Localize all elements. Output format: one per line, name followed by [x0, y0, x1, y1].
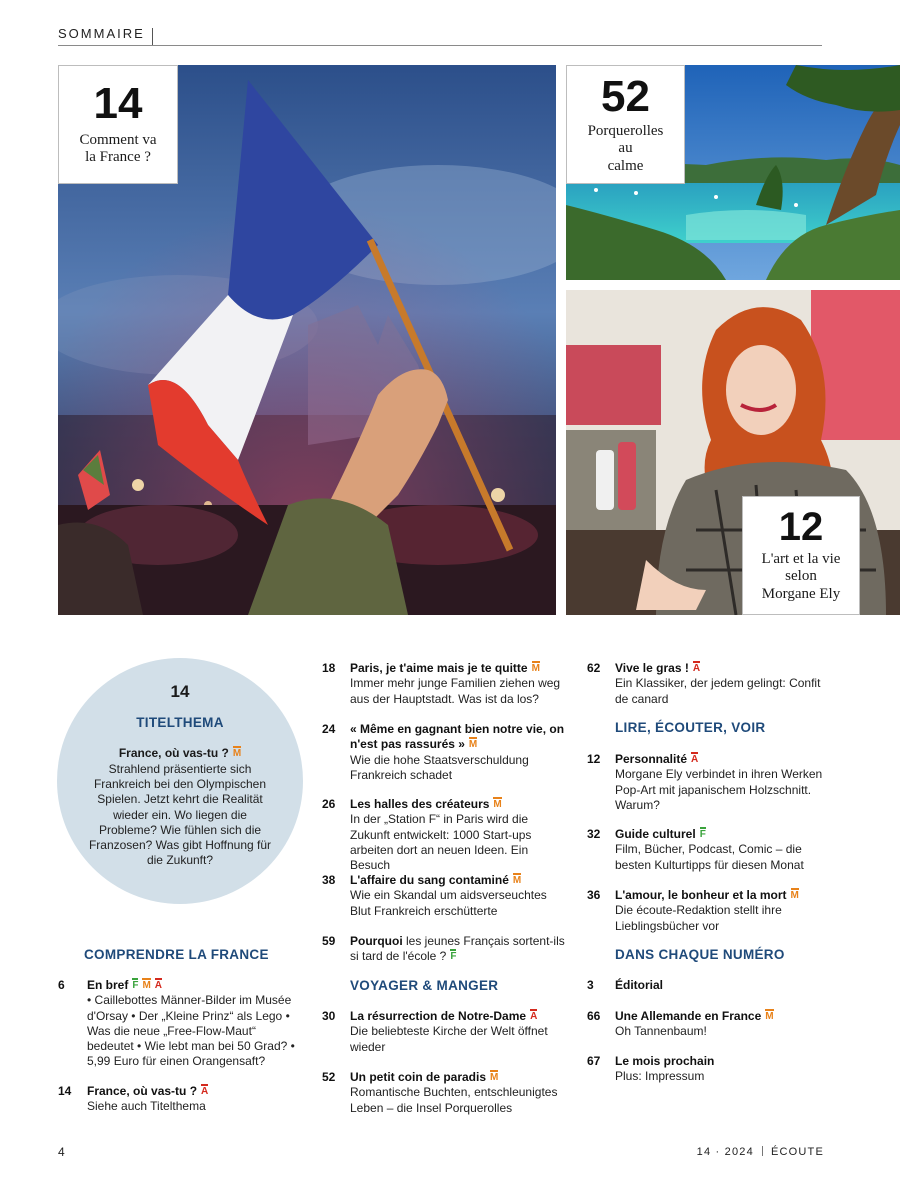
- section-heading-voyager: VOYAGER & MANGER: [350, 978, 499, 993]
- entry-page: 14: [58, 1084, 72, 1098]
- entry-title: Le mois prochain: [615, 1054, 715, 1068]
- issue-number: 14 · 2024: [696, 1146, 754, 1158]
- entry-title-rest: les jeunes Français sortent-ils si tard de l'école ?: [350, 934, 565, 964]
- entry-page: 30: [322, 1009, 336, 1023]
- level-badge-f: F: [450, 951, 457, 963]
- entry-title: Vive le gras !: [615, 661, 689, 675]
- level-badge-a: A: [691, 754, 699, 765]
- entry-page: 67: [587, 1054, 601, 1068]
- entry-page: 32: [587, 827, 601, 841]
- section-label: SOMMAIRE: [58, 26, 145, 41]
- entry-page: 3: [587, 978, 594, 992]
- level-badge-a: A: [154, 980, 163, 991]
- entry-description: Immer mehr junge Familien ziehen weg aus der Hauptstadt. Was ist da los?: [350, 676, 561, 706]
- entry-title: Un petit coin de paradis: [350, 1070, 487, 1084]
- entry-page: 26: [322, 797, 336, 811]
- level-badge-a: A: [530, 1011, 538, 1022]
- entry-page: 6: [58, 978, 65, 992]
- porquerolles-numbox: [566, 65, 685, 184]
- issue-info: [697, 1146, 824, 1158]
- entry-title: La résurrection de Notre-Dame: [350, 1009, 527, 1023]
- level-badge-m: M: [512, 875, 522, 886]
- photo-caption-line: calme: [607, 157, 644, 174]
- entry-description: Plus: Impressum: [615, 1069, 705, 1084]
- level-badge-m: M: [790, 890, 799, 901]
- entry-description: Siehe auch Titelthema: [87, 1099, 206, 1114]
- entry-title: Une Allemande en France: [615, 1009, 762, 1023]
- entry-page: 24: [322, 722, 336, 736]
- entry-description: Film, Bücher, Podcast, Comic – die besten Kulturtipps für diesen Monat: [615, 842, 804, 872]
- level-badge-m: M: [765, 1011, 774, 1022]
- entry-page: 12: [587, 752, 601, 766]
- entry-description: Wie die hohe Staatsverschuldung Frankreich schadet: [350, 752, 529, 782]
- level-badge-m: M: [232, 748, 242, 759]
- titelthema-title: [57, 746, 303, 760]
- page-number: 12: [778, 505, 824, 549]
- level-badge-a: A: [201, 1086, 209, 1097]
- entry-description: Ein Klassiker, der jedem gelingt: Confit de canard: [615, 676, 821, 706]
- flag-photo: [58, 65, 556, 615]
- entry-title: Guide culturel: [615, 827, 696, 841]
- level-badge-f: F: [132, 980, 139, 991]
- island-photo: [566, 65, 900, 280]
- entry-title: L'amour, le bonheur et la mort: [615, 888, 787, 902]
- entry-page: 36: [587, 888, 601, 902]
- entry-description: Die beliebteste Kirche der Welt öffnet wieder: [350, 1024, 548, 1054]
- photo-caption-line: au: [618, 140, 633, 157]
- entry-title: L'affaire du sang contaminé: [350, 873, 509, 887]
- photo-caption-line: Porquerolles: [587, 123, 664, 139]
- titelthema-title-text: France, où vas-tu ?: [118, 746, 229, 760]
- level-badge-m: M: [531, 663, 540, 674]
- photo-caption-line: L'art et la vie: [761, 551, 841, 567]
- entry-title: Les halles des créateurs: [350, 797, 490, 811]
- section-heading-lire: LIRE, ÉCOUTER, VOIR: [615, 720, 766, 735]
- artist-photo: [566, 290, 900, 615]
- entry-title: Paris, je t'aime mais je te quitte: [350, 661, 528, 675]
- level-badge-m: M: [493, 799, 502, 810]
- photo-caption-line: Morgane Ely: [761, 585, 841, 602]
- entry-description: In der „Station F“ in Paris wird die Zukunft entwickelt: 1000 Start-ups arbeiten dort an neuen Ideen. Ein Besuch: [350, 812, 532, 873]
- entry-description: Morgane Ely verbindet in ihren Werken Pop-Art mit japanischem Holzschnitt. Warum?: [615, 767, 823, 812]
- header-divider: [152, 28, 153, 45]
- titelthema-page: 14: [170, 682, 190, 701]
- titelthema-circle[interactable]: [57, 658, 303, 904]
- entry-page: 18: [322, 661, 336, 675]
- entry-page: 38: [322, 873, 336, 887]
- entry-page: 52: [322, 1070, 336, 1084]
- page-number-footer: 4: [58, 1145, 65, 1159]
- entry-description: Oh Tannenbaum!: [615, 1024, 707, 1039]
- entry-description: Romantische Buchten, entschleunigtes Leben – die Insel Porquerolles: [350, 1085, 558, 1115]
- footer-divider: [762, 1146, 763, 1156]
- photo-caption-line: selon: [785, 568, 817, 585]
- page-header: [58, 26, 822, 46]
- titelthema-description: Strahlend präsentierte sich Frankreich bei den Olympischen Spielen. Jetzt kehrt die Realität wieder ein. Wo liegen die Probleme? Wie fühlen sich die Franzosen? Was gibt Hoffnung für die Zukunft?: [88, 762, 272, 868]
- page-number: 14: [93, 79, 143, 128]
- personnalite-numbox: [742, 496, 860, 615]
- entry-title: « Même en gagnant bien notre vie, on n'est pas rassurés »: [350, 722, 565, 752]
- photo-caption-line: la France ?: [85, 149, 151, 166]
- entry-title: Pourquoi: [350, 934, 403, 948]
- level-badge-f: F: [699, 829, 706, 840]
- entry-title: Personnalité: [615, 752, 688, 766]
- entry-page: 62: [587, 661, 601, 675]
- titelthema-heading: TITELTHEMA: [136, 715, 224, 730]
- level-badge-m: M: [468, 739, 478, 751]
- entry-page: 59: [322, 934, 336, 948]
- photo-caption-line: Comment va: [79, 132, 157, 148]
- magazine-name: ÉCOUTE: [770, 1146, 824, 1158]
- section-heading-dans-chaque: DANS CHAQUE NUMÉRO: [615, 947, 785, 962]
- entry-description: Die écoute-Redaktion stellt ihre Lieblingsbücher vor: [615, 903, 782, 933]
- page-number: 52: [601, 72, 650, 121]
- level-badge-m: M: [142, 980, 151, 991]
- level-badge-m: M: [490, 1072, 499, 1083]
- entry-page: 66: [587, 1009, 601, 1023]
- entry-description: Wie ein Skandal um aidsverseuchtes Blut Frankreich erschütterte: [350, 888, 547, 918]
- entry-title: France, où vas-tu ?: [87, 1084, 198, 1098]
- cover-story-numbox: [58, 65, 178, 184]
- entry-title: En bref: [87, 978, 129, 992]
- section-heading-comprendre: COMPRENDRE LA FRANCE: [84, 947, 269, 962]
- entry-title: Éditorial: [615, 978, 664, 992]
- entry-description: • Caillebottes Männer-Bilder im Musée d'Orsay • Der „Kleine Prinz“ als Lego • Was die neue „Free-Flow-Maut“ bedeutet • Wie lebt man bei 50 Grad? • 5,99 Euro für einen Orangensaft?: [87, 993, 295, 1069]
- level-badge-a: A: [692, 663, 701, 674]
